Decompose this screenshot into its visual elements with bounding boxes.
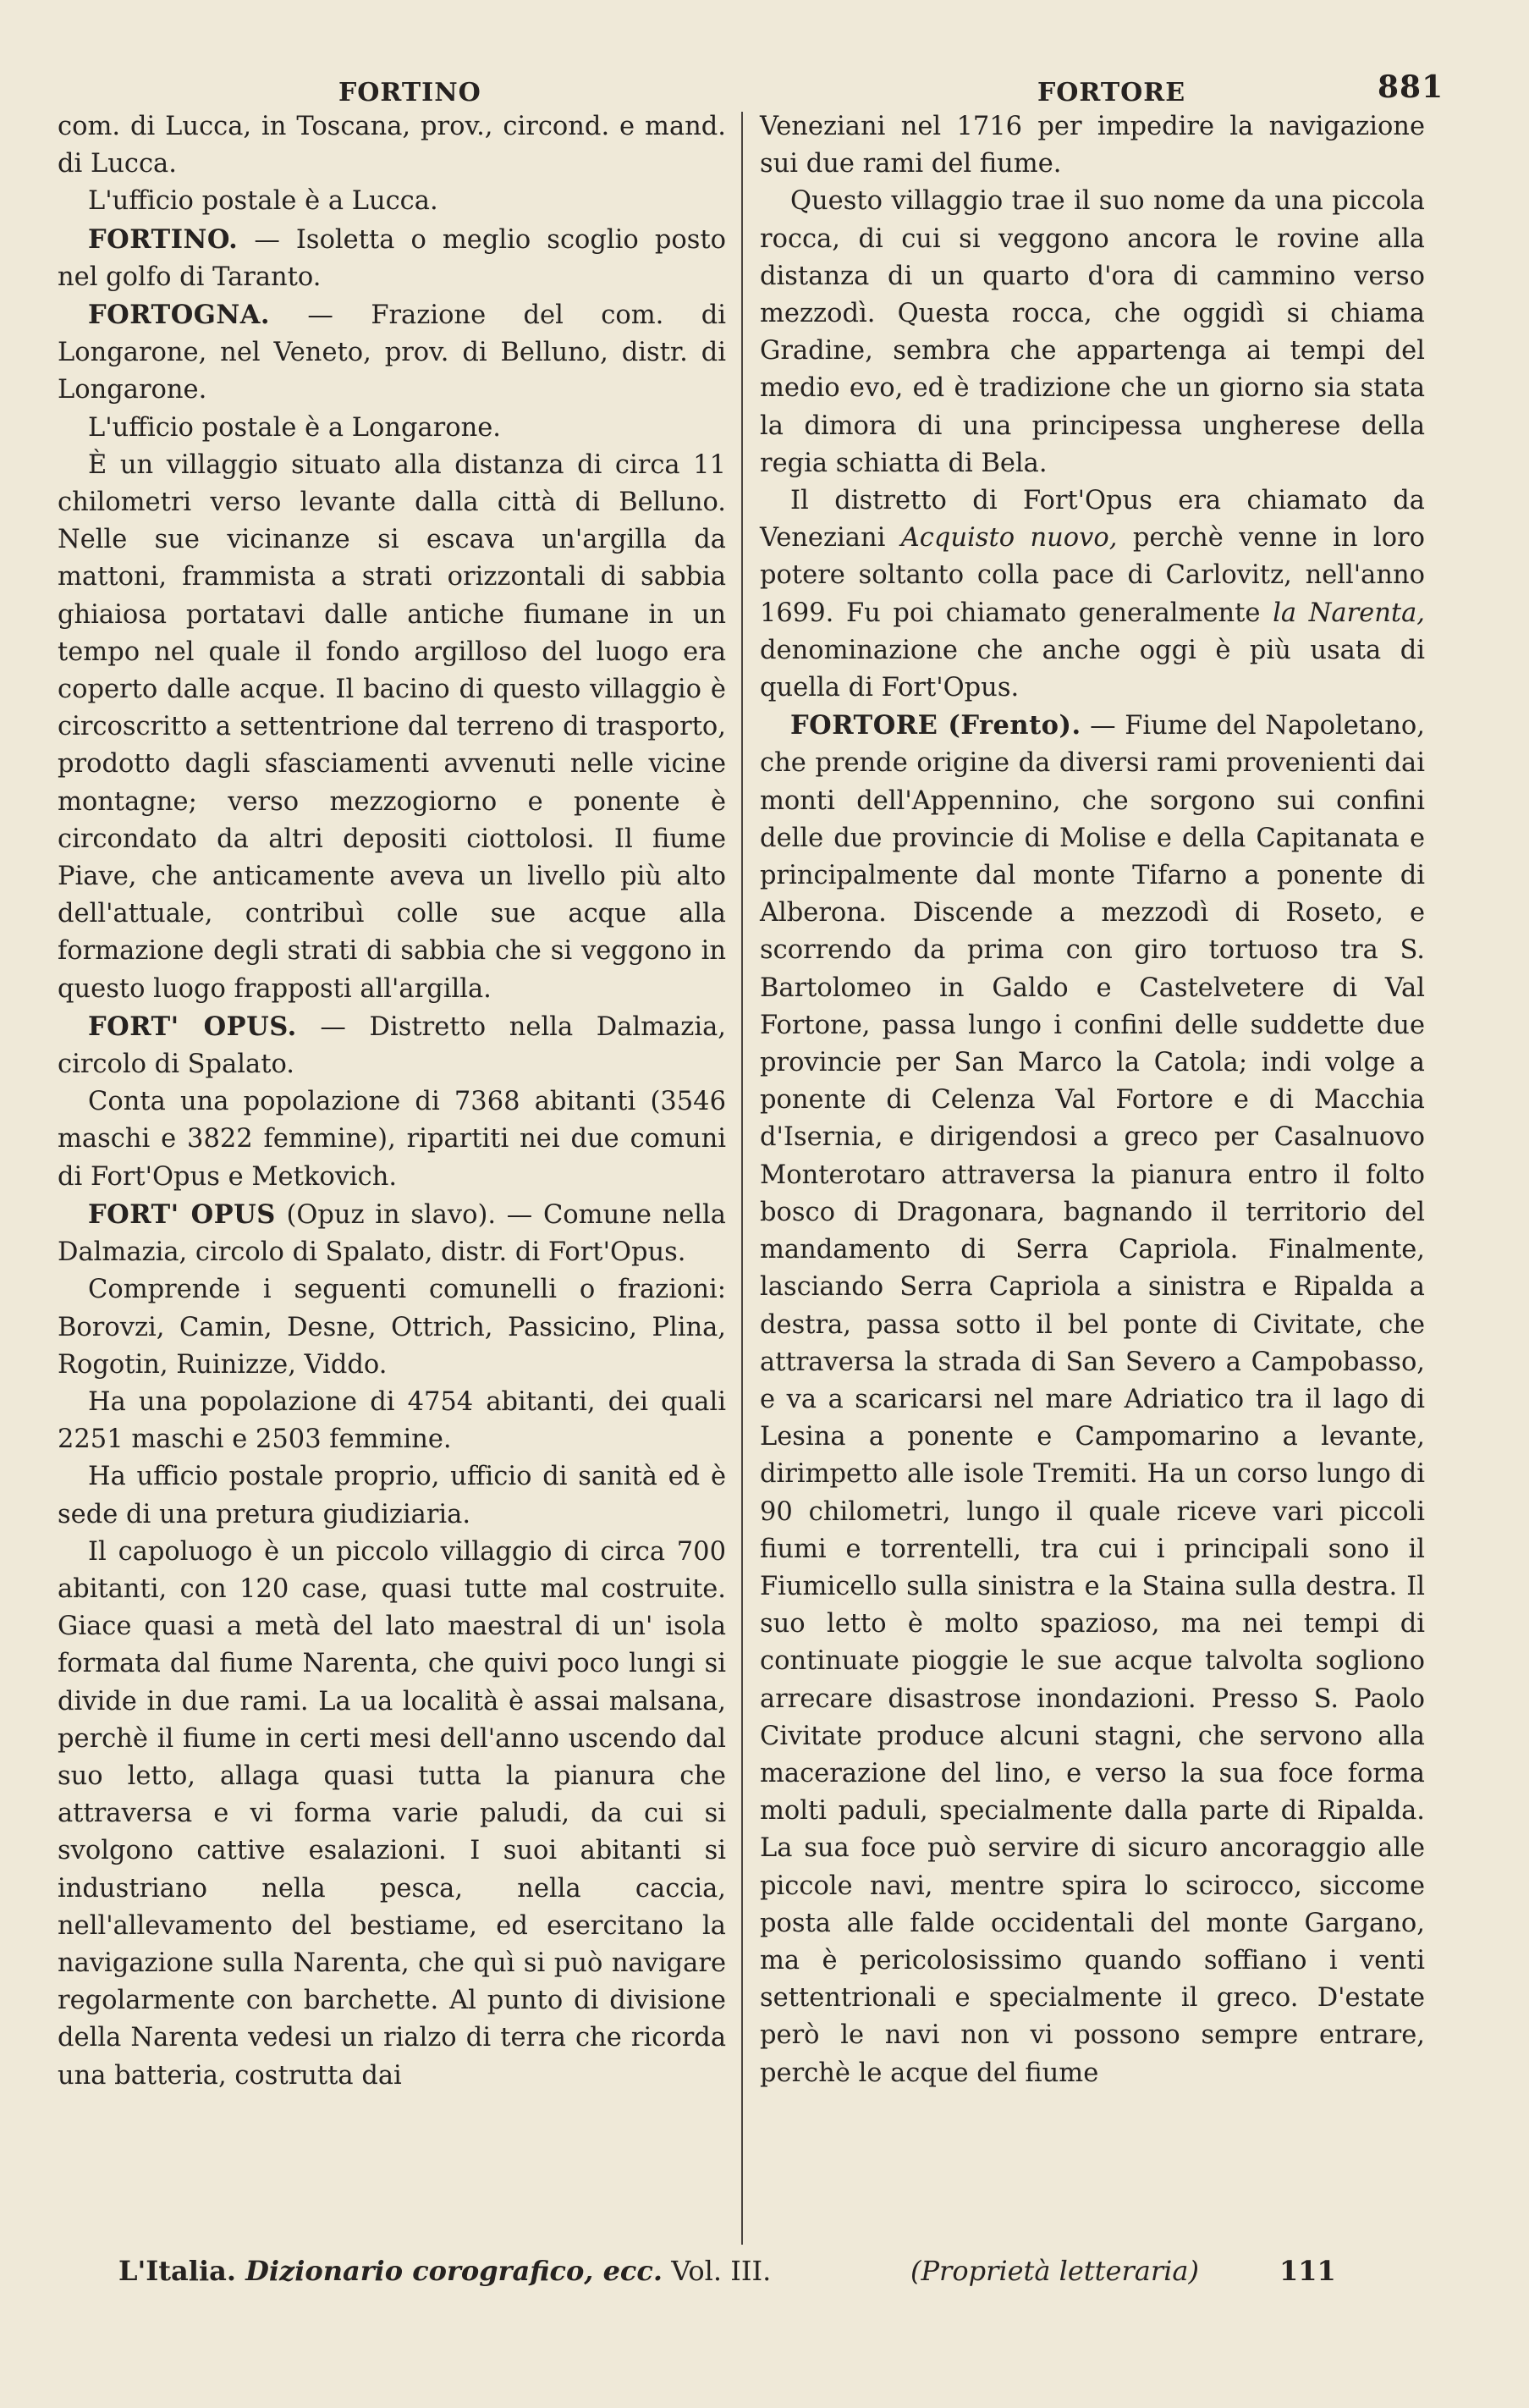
entry-text: — Frazione del com. di Longarone, nel Veneto, prov. di Belluno, distr. di Longarone.	[58, 300, 726, 405]
right-column	[760, 108, 1425, 2092]
left-column	[58, 108, 726, 2095]
headword: FORT' OPUS.	[88, 1011, 297, 1042]
entry-text: — Distretto nella Dalmazia, circolo di Spalato.	[58, 1011, 726, 1080]
paragraph: L'ufficio postale è a Lucca.	[88, 186, 438, 217]
italic-term: Acquisto nuovo,	[900, 523, 1118, 554]
paragraph	[760, 482, 1425, 707]
page-number: 881	[1378, 69, 1444, 105]
headword: FORTINO.	[88, 223, 239, 255]
entry-fort-opus-comune	[58, 1196, 726, 1271]
headword: FORTORE (Frento).	[790, 710, 1081, 741]
paragraph: Comprende i seguenti comunelli o frazioni: Borovzi, Camin, Desne, Ottrich, Passicino, Plina, Rogotin, Ruinizze, Viddo.	[58, 1275, 726, 1380]
paragraph: Ha una popolazione di 4754 abitanti, dei quali 2251 maschi e 2503 femmine.	[58, 1386, 726, 1455]
footer-volume: Vol. III.	[663, 2255, 772, 2287]
running-head-left: FORTINO	[338, 78, 481, 107]
footer-subtitle: Dizionario corografico, ecc.	[235, 2255, 663, 2287]
paragraph: Questo villaggio trae il suo nome da una piccola rocca, di cui si veggono ancora le rovine alla distanza di un quarto d'ora di cammino verso mezzodì. Questa rocca, che oggidì si chiama Gradine, sembra che appartenga ai tempi del medio evo, ed è tradizione che un giorno sia stata la dimora di una principessa ungherese della regia schiatta di Bela.	[760, 186, 1425, 478]
signature-number: 111	[1279, 2255, 1336, 2287]
text-run: denominazione che anche oggi è più usata di quella di Fort'Opus.	[760, 635, 1425, 703]
headword: FORTOGNA.	[88, 300, 271, 331]
entry-text: (Opuz in slavo). — Comune nella Dalmazia, circolo di Spalato, distr. di Fort'Opus.	[58, 1199, 726, 1268]
text-run: perchè venne in loro potere soltanto colla pace di Carlovitz, nell'anno 1699. Fu poi chiamato generalmente	[760, 523, 1425, 628]
headword: FORT' OPUS	[88, 1198, 276, 1230]
entry-fortino	[58, 221, 726, 296]
paragraph: Il capoluogo è un piccolo villaggio di circa 700 abitanti, con 120 case, quasi tutte mal costruite. Giace quasi a metà del lato maestral di un' isola formata dal fiume Narenta, che quivi poco lungi si divide in due rami. La ua località è assai malsana, perchè il fiume in certi mesi dell'anno uscendo dal suo letto, allaga quasi tutta la pianura che attraversa e vi forma varie paludi, da cui si svolgono cattive esalazioni. I suoi abitanti si industriano nella pesca, nella caccia, nell'allevamento del bestiame, ed esercitano la navigazione sulla Narenta, che quì si può navigare regolarmente con barchette. Al punto di divisione della Narenta vedesi un rialzo di terra che ricorda una batteria, costrutta dai	[58, 1536, 726, 2091]
entry-fortogna	[58, 296, 726, 410]
footer-work: L'Italia.	[118, 2255, 236, 2287]
entry-continuation: Veneziani nel 1716 per impedire la navigazione sui due rami del fiume.	[760, 112, 1425, 179]
paragraph: È un villaggio situato alla distanza di circa 11 chilometri verso levante dalla città di Belluno. Nelle sue vicinanze si escava un'argilla da mattoni, frammista a strati orizzontali di sabbia ghiaiosa portatavi dalle antiche fiumane in un tempo nel quale il fondo argilloso del luogo era coperto dalle acque. Il bacino di questo villaggio è circoscritto a settentrione dal terreno di trasporto, prodotto dagli sfasciamenti avvenuti nelle vicine montagne; verso mezzogiorno e ponente è circondato da altri depositi ciottolosi. Il fiume Piave, che anticamente aveva un livello più alto dell'attuale, contribuì colle sue acque alla formazione degli strati di sabbia che si veggono in questo luogo frapposti all'argilla.	[58, 449, 726, 1004]
footer-copyright: (Proprietà letteraria)	[910, 2255, 1199, 2287]
paragraph: Conta una popolazione di 7368 abitanti (3546 maschi e 3822 femmine), ripartiti nei due comuni di Fort'Opus e Metkovich.	[58, 1087, 726, 1192]
footer-title	[118, 2255, 771, 2287]
column-divider	[741, 112, 743, 2245]
entry-text: — Isoletta o meglio scoglio posto nel golfo di Taranto.	[58, 224, 726, 292]
entry-fort-opus-district	[58, 1008, 726, 1083]
entry-fortore	[760, 707, 1425, 2092]
text-run: Il distretto di Fort'Opus era chiamato da Veneziani	[760, 486, 1425, 554]
paragraph: Ha ufficio postale proprio, ufficio di sanità ed è sede di una pretura giudiziaria.	[58, 1462, 726, 1529]
running-head-right: FORTORE	[1037, 78, 1186, 107]
paragraph: L'ufficio postale è a Longarone.	[88, 412, 501, 443]
italic-term: la Narenta,	[1273, 598, 1425, 628]
entry-text: — Fiume del Napoletano, che prende origine da diversi rami provenienti dai monti dell'Appennino, che sorgono sui confini delle due provincie di Molise e della Capitanata e principalmente dal monte Tifarno a ponente di Alberona. Discende a mezzodì di Roseto, e scorrendo da prima con giro tortuoso tra S. Bartolomeo in Galdo e Castelvetere di Val Fortone, passa lungo i confini delle suddette due provincie per San Marco la Catola; indi volge a ponente di Celenza Val Fortore e di Macchia d'Isernia, e dirigendosi a greco per Casalnuovo Monterotaro attraversa la pianura entro il folto bosco di Dragonara, bagnando il territorio del mandamento di Serra Capriola. Finalmente, lasciando Serra Capriola a sinistra e Ripalda a destra, passa sotto il bel ponte di Civitate, che attraversa la strada di San Severo a Campobasso, e va a scaricarsi nel mare Adriatico tra il lago di Lesina a ponente e Campomarino a levante, dirimpetto alle isole Tremiti. Ha un corso lungo di 90 chilometri, lungo il quale riceve vari piccoli fiumi e torrentelli, tra cui i principali sono il Fiumicello sulla sinistra e la Staina sulla destra. Il suo letto è molto spazioso, ma nei tempi di continuate pioggie le sue acque talvolta sogliono arrecare disastrose inondazioni. Presso S. Paolo Civitate produce alcuni stagni, che servono alla macerazione del lino, e verso la sua foce forma molti paduli, specialmente dalla parte di Ripalda. La sua foce può servire di sicuro ancoraggio alle piccole navi, mentre spira lo scirocco, siccome posta alle falde occidentali del monte Gargano, ma è pericolosissimo quando soffiano i venti settentrionali e specialmente il greco. D'estate però le navi non vi possono sempre entrare, perchè le acque del fiume	[760, 711, 1425, 2088]
entry-continuation: com. di Lucca, in Toscana, prov., circond. e mand. di Lucca.	[58, 112, 726, 179]
